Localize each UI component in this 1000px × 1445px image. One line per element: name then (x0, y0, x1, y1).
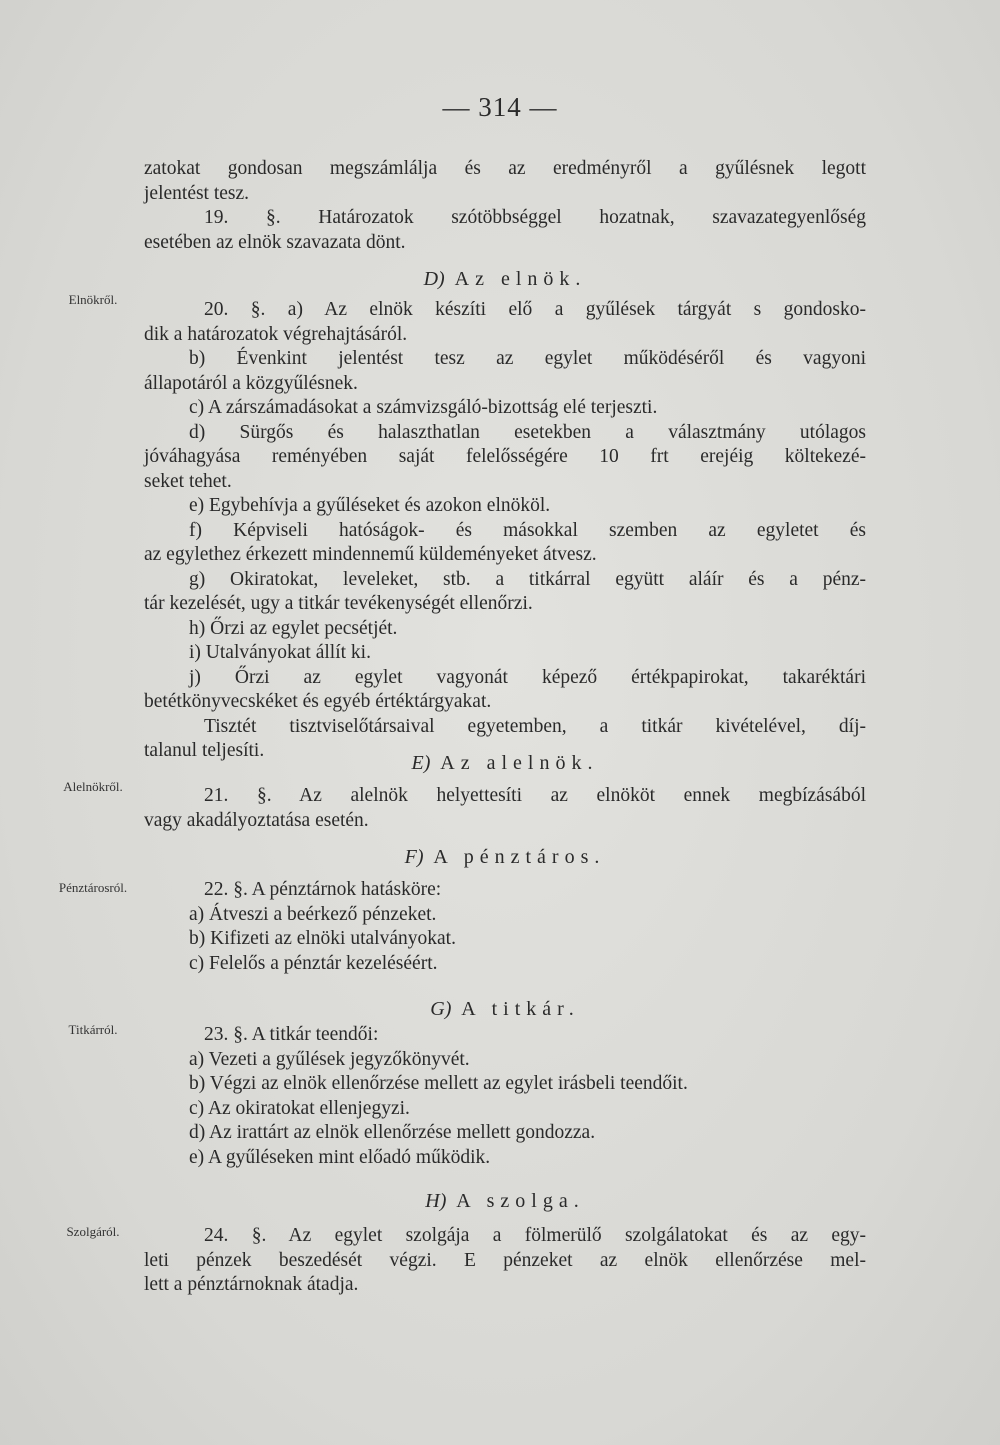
margin-note-szolgarol: Szolgáról. (66, 1224, 120, 1239)
paragraph-23 (144, 1023, 866, 1170)
text-line: jelentést tesz. (144, 182, 250, 204)
text-line: az egylethez érkezett mindennemű küldeményeket átvesz. (144, 544, 597, 565)
margin-note-titkarrol: Titkárról. (68, 1022, 118, 1037)
section-title: Az elnök. (454, 268, 587, 290)
text-line: lett a pénztárnoknak átadja. (144, 1274, 359, 1295)
text-line: seket tehet. (144, 470, 232, 492)
section-letter: F) (404, 846, 424, 868)
text-line: 20. §. a) Az elnök készíti elő a gyűlések tárgyát s gondosko- (204, 299, 866, 320)
section-letter: G) (430, 998, 452, 1020)
text-line: állapotáról a közgyűlésnek. (144, 372, 358, 394)
text-line: d) Sürgős és halaszthatlan esetekben a választmány utólagos (189, 421, 866, 443)
text-line: 24. §. Az egylet szolgája a fölmerülő szolgálatokat és az egy- (204, 1225, 866, 1246)
section-heading-d (144, 268, 866, 291)
text-line: zatokat gondosan megszámlálja és az eredményről a gyűlésnek legott (144, 158, 866, 179)
margin-note-elnokrol: Elnökről. (68, 292, 118, 307)
section-title: A pénztáros. (433, 846, 606, 868)
text-line: a) Átveszi a beérkező pénzeket. (189, 903, 437, 925)
paragraph-20 (144, 298, 866, 764)
text-line: i) Utalványokat állít ki. (189, 642, 371, 663)
text-line: jóváhagyása reményében saját felelősségére 10 frt erejéig költekezé- (144, 446, 866, 467)
margin-note-alelnokrol: Alelnökről. (63, 779, 123, 794)
section-letter: D) (423, 268, 445, 290)
section-letter: E) (411, 752, 431, 774)
text-line: b) Végzi az elnök ellenőrzése mellett az egylet irásbeli teendőit. (189, 1073, 688, 1094)
section-heading-g (144, 998, 866, 1021)
text-line: b) Kifizeti az elnöki utalványokat. (189, 928, 456, 949)
section-title: A titkár. (461, 998, 580, 1020)
text-line: leti pénzek beszedését végzi. E pénzeket az elnök ellenőrzése mel- (144, 1249, 866, 1271)
text-line: d) Az irattárt az elnök ellenőrzése mellett gondozza. (189, 1122, 596, 1143)
paragraph-22 (144, 878, 866, 976)
text-line: j) Őrzi az egylet vagyonát képező értékpapirokat, takaréktári (189, 666, 866, 688)
text-line: betétkönyvecskéket és egyéb értéktárgyakat. (144, 691, 492, 712)
text-line: 19. §. Határozatok szótöbbséggel hozatnak, szavazategyenlőség (204, 207, 866, 228)
text-line: 23. §. A titkár teendői: (204, 1024, 379, 1045)
text-line: c) Felelős a pénztár kezeléséért. (189, 952, 438, 974)
section-heading-h (144, 1190, 866, 1213)
section-heading-e (144, 752, 866, 775)
text-line: tár kezelését, ugy a titkár tevékenységét ellenőrzi. (144, 593, 533, 614)
text-line: f) Képviseli hatóságok- és másokkal szemben az egyletet és (189, 519, 866, 541)
text-line: e) Egybehívja a gyűléseket és azokon elnököl. (189, 495, 551, 516)
text-line: talanul teljesíti. (144, 740, 265, 761)
section-title: A szolga. (456, 1190, 585, 1212)
paragraph-24 (144, 1224, 866, 1298)
text-line: dik a határozatok végrehajtásáról. (144, 323, 408, 345)
text-line: c) A zárszámadásokat a számvizsgáló-bizottság elé terjeszti. (189, 397, 658, 418)
paragraph-19 (144, 206, 866, 255)
paragraph-intro (144, 157, 866, 206)
section-heading-f (144, 846, 866, 869)
margin-note-penztarosrol: Pénztárosról. (58, 880, 128, 895)
text-line: b) Évenkint jelentést tesz az egylet működéséről és vagyoni (189, 348, 866, 369)
text-line: c) Az okiratokat ellenjegyzi. (189, 1097, 410, 1119)
page-number: — 314 — (442, 92, 558, 122)
text-line: vagy akadályoztatása esetén. (144, 809, 369, 831)
text-line: g) Okiratokat, leveleket, stb. a titkárral együtt aláír és a pénz- (189, 568, 866, 590)
text-line: e) A gyűléseken mint előadó működik. (189, 1146, 491, 1168)
text-line: h) Őrzi az egylet pecsétjét. (189, 617, 398, 639)
section-letter: H) (425, 1190, 447, 1212)
text-line: 21. §. Az alelnök helyettesíti az elnököt ennek megbízásából (204, 785, 866, 806)
text-line: a) Vezeti a gyűlések jegyzőkönyvét. (189, 1048, 470, 1070)
paragraph-21 (144, 784, 866, 833)
text-line: 22. §. A pénztárnok hatásköre: (204, 879, 442, 900)
section-title: Az alelnök. (440, 752, 599, 774)
text-line: Tisztét tisztviselőtársaival egyetemben, a titkár kivételével, díj- (204, 715, 866, 737)
text-line: esetében az elnök szavazata dönt. (144, 231, 406, 253)
